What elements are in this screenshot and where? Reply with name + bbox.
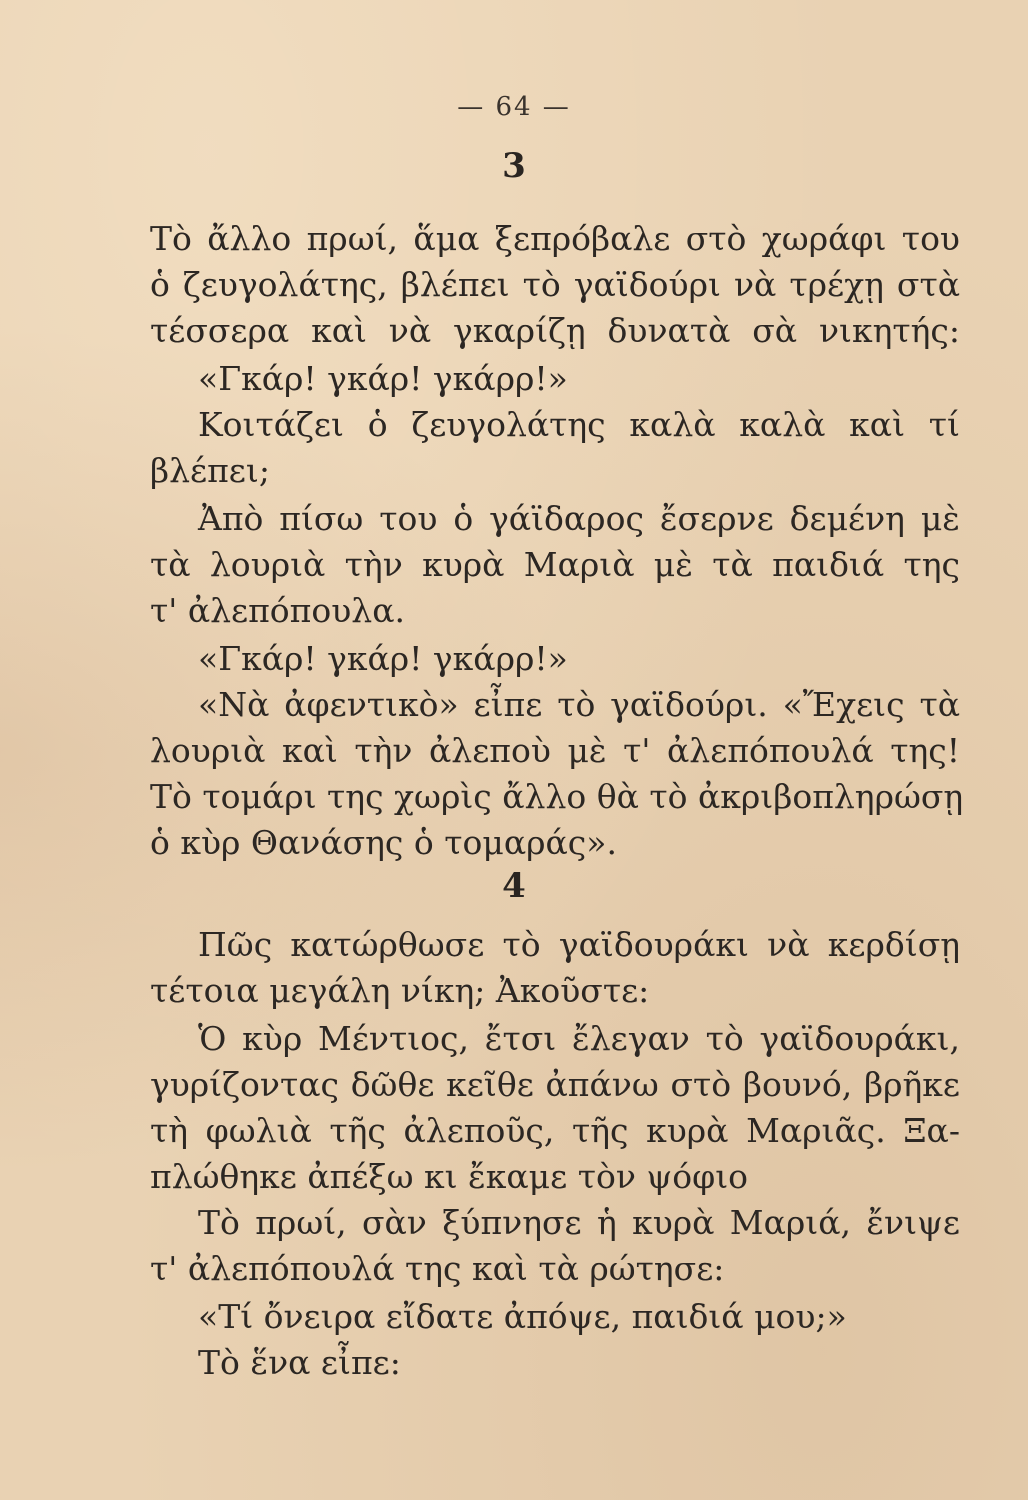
text-line: «Γκάρ! γκάρ! γκάρρ!» <box>198 639 568 678</box>
text-line: Τὸ πρωί, σὰν ξύπνησε ἡ κυρὰ Μαριά, ἔνιψε <box>198 1203 960 1242</box>
text-line: τέσσερα καὶ νὰ γκαρίζῃ δυνατὰ σὰ νικητής: <box>150 311 960 350</box>
text-line: Τὸ ἄλλο πρωί, ἅμα ξεπρόβαλε στὸ χωράφι του <box>150 219 960 258</box>
text-line: τ' ἀλεπόπουλά της καὶ τὰ ρώτησε: <box>150 1249 725 1288</box>
section-heading-3: 3 <box>502 146 526 186</box>
text-line: Κοιτάζει ὁ ζευγολάτης καλὰ καλὰ καὶ τί <box>198 405 960 444</box>
text-line: ὁ κὺρ Θανάσης ὁ τομαράς». <box>150 823 617 862</box>
text-line: γυρίζοντας δῶθε κεῖθε ἀπάνω στὸ βουνό, βρῆκε <box>150 1065 960 1104</box>
text-line: Πῶς κατώρθωσε τὸ γαϊδουράκι νὰ κερδίσῃ <box>198 925 960 964</box>
text-line: Ὁ κὺρ Μέντιος, ἔτσι ἔλεγαν τὸ γαϊδουράκι, <box>198 1019 960 1058</box>
text-line: «Τί ὄνειρα εἴδατε ἀπόψε, παιδιά μου;» <box>198 1297 847 1336</box>
text-line: Τὸ ἕνα εἶπε: <box>198 1343 401 1382</box>
text-line: τὰ λουριὰ τὴν κυρὰ Μαριὰ μὲ τὰ παιδιά της <box>150 545 960 584</box>
text-line: ὁ ζευγολάτης, βλέπει τὸ γαϊδούρι νὰ τρέχῃ στὰ <box>150 265 960 304</box>
text-line: Τὸ τομάρι της χωρὶς ἄλλο θὰ τὸ ἀκριβοπληρώσῃ <box>150 777 964 816</box>
text-line: λουριὰ καὶ τὴν ἀλεποὺ μὲ τ' ἀλεπόπουλά της! <box>150 731 960 770</box>
text-line: «Νὰ ἀφεντικὸ» εἶπε τὸ γαϊδούρι. «Ἔχεις τὰ <box>198 685 960 724</box>
text-line: πλώθηκε ἀπέξω κι ἔκαμε τὸν ψόφιο <box>150 1157 749 1196</box>
text-line: Ἀπὸ πίσω του ὁ γάϊδαρος ἔσερνε δεμένη μὲ <box>198 499 960 538</box>
text-line: «Γκάρ! γκάρ! γκάρρ!» <box>198 359 568 398</box>
page-number: — 64 — <box>457 92 571 122</box>
text-line: τ' ἀλεπόπουλα. <box>150 591 405 630</box>
text-line: βλέπει; <box>150 451 270 490</box>
section-heading-4: 4 <box>502 866 526 906</box>
text-line: τέτοια μεγάλη νίκη; Ἀκοῦστε: <box>150 971 650 1010</box>
text-line: τὴ φωλιὰ τῆς ἀλεποῦς, τῆς κυρὰ Μαριᾶς. Ξα- <box>150 1111 960 1150</box>
